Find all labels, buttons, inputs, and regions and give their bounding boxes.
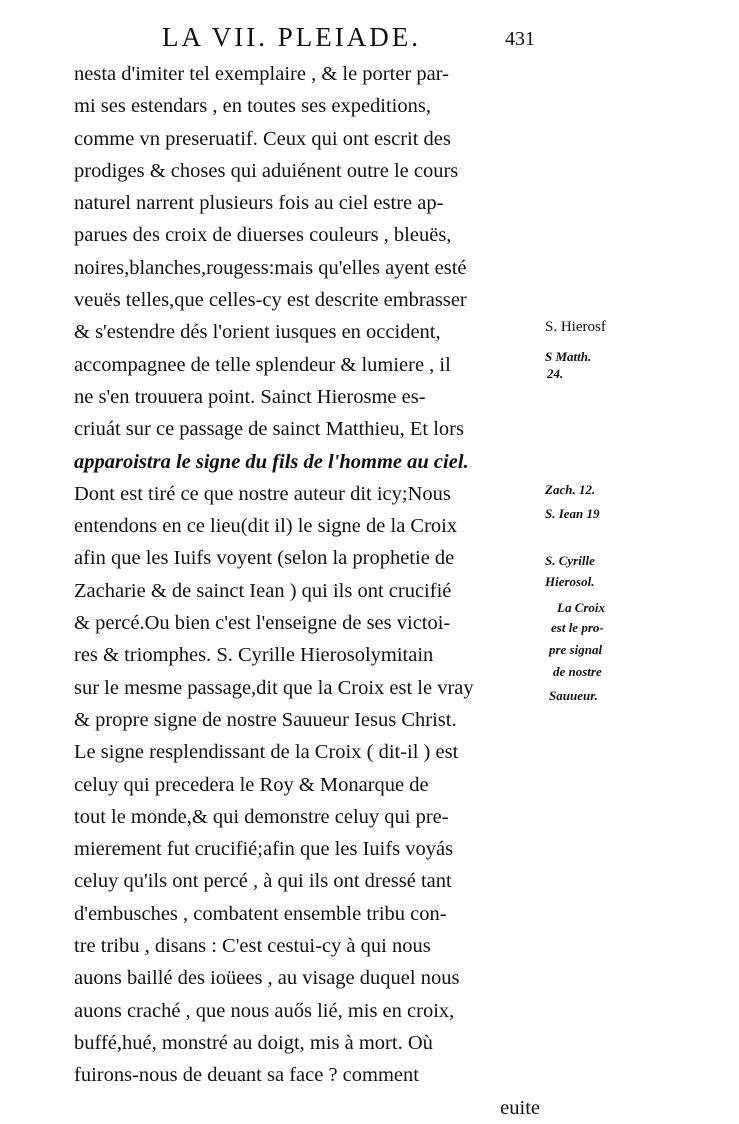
text-line-quotation: apparoistra le signe du fils de l'homme au ciel. [74,450,469,473]
text-line: fuirons-nous de deuant sa face ? comment [74,1064,419,1087]
text-line: Zacharie & de sainct Iean ) qui ils ont crucifié [74,579,452,602]
text-line: parues des croix de diuerses couleurs , bleuës, [74,224,452,247]
margin-note-matthieu: S Matth. [545,349,592,364]
text-line: prodiges & choses qui aduiénent outre le cours [74,159,459,182]
margin-note-croix: La Croix [557,600,606,615]
text-line: tre tribu , disans : C'est cestui-cy à qui nous [74,935,431,958]
text-line: tout le monde,& qui demonstre celuy qui pre- [74,805,449,828]
text-line: celuy qui precedera le Roy & Monarque de [74,773,429,796]
margin-note-zacharie: Zach. 12. [545,482,596,497]
text-line: res & triomphes. S. Cyrille Hierosolymitain [74,644,434,667]
margin-note-hierosol: Hierosol. [545,574,595,589]
text-line: veuës telles,que celles-cy est descrite embrasser [74,289,467,312]
margin-note-hierosme: S. Hierosf [545,319,606,335]
running-head: LA VII. PLEIADE. [162,22,421,52]
body-text [74,58,544,1124]
text-line: Le signe resplendissant de la Croix ( dit-il ) est [74,741,459,764]
margin-note-est-le-pro: est le pro- [551,620,604,635]
text-line: nesta d'imiter tel exemplaire , & le porter par- [74,63,449,85]
text-line: buffé,hué, monstré au doigt, mis à mort. Où [74,1031,433,1054]
text-line: auons craché , que nous auős lié, mis en croix, [74,999,455,1022]
text-line: sur le mesme passage,dit que la Croix est le vray [74,676,474,699]
text-line: Dont est tiré ce que nostre auteur dit icy;Nous [74,482,451,505]
text-line: naturel narrent plusieurs fois au ciel estre ap- [74,192,444,215]
text-line: celuy qu'ils ont percé , à qui ils ont dressé tant [74,870,452,893]
margin-note-sauueur: Sauueur. [549,688,598,703]
text-line: & propre signe de nostre Sauueur Iesus Christ. [74,708,457,731]
margin-note-iean: S. Iean 19 [545,506,600,521]
catchword: euite [500,1096,540,1119]
text-line: noires,blanches,rougess:mais qu'elles ayent esté [74,256,467,279]
text-line: & percé.Ou bien c'est l'enseigne de ses victoi- [74,612,451,635]
text-line: auons baillé des ioüees , au visage duquel nous [74,967,460,990]
text-line: entendons en ce lieu(dit il) le signe de la Croix [74,515,458,538]
text-line: & s'estendre dés l'orient iusques en occident, [74,321,441,344]
page-number: 431 [505,28,535,50]
text-line: ne s'en trouuera point. Sainct Hierosme es- [74,385,426,408]
text-line: mi ses estendars , en toutes ses expeditions, [74,95,431,118]
margin-note-pre-signal: pre signal [549,642,603,657]
page-header [150,22,550,52]
margin-note-cyrille: S. Cyrille [545,553,595,568]
text-line: accompagnee de telle splendeur & lumiere , il [74,353,451,376]
text-line: d'embusches , combatent ensemble tribu con- [74,902,447,925]
text-line: comme vn preseruatif. Ceux qui ont escrit des [74,127,451,150]
text-line: criuát sur ce passage de sainct Matthieu, Et lors [74,418,464,441]
margin-note-de-nostre: de nostre [553,664,602,679]
text-line: afin que les Iuifs voyent (selon la prophetie de [74,547,455,570]
text-line: mierement fut crucifié;afin que les Iuifs voyás [74,838,454,861]
margin-note-matthieu-chapter: 24. [547,366,564,381]
